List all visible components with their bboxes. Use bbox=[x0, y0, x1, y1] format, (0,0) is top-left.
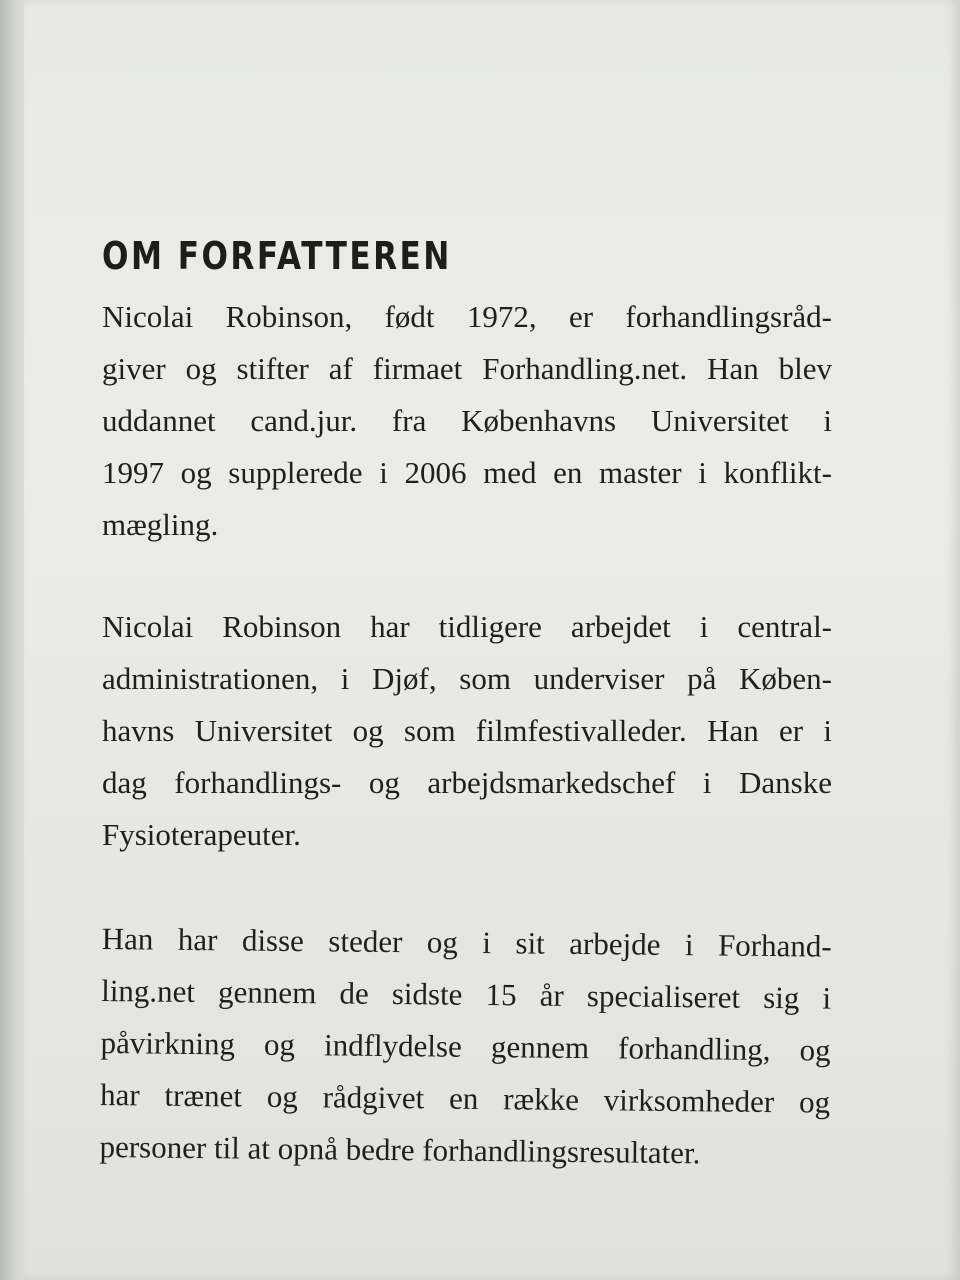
text-line: giver og stifter af firmaet Forhandling.net. Han blev bbox=[102, 351, 832, 386]
section-heading: OM FORFATTEREN bbox=[102, 234, 452, 278]
paragraph-biography bbox=[102, 291, 832, 551]
text-line: påvirkning og indflydelse gennem forhandling, og bbox=[100, 1024, 831, 1068]
text-line: har trænet og rådgivet en række virksomheder og bbox=[99, 1076, 831, 1120]
text-line: ling.net gennem de sidste 15 år specialiseret sig i bbox=[101, 972, 832, 1016]
text-line: 1997 og supplerede i 2006 med en master i konflikt- bbox=[102, 455, 832, 490]
text-line: Nicolai Robinson, født 1972, er forhandlingsråd- bbox=[102, 299, 832, 334]
paragraph-specialization bbox=[99, 913, 832, 1181]
text-line: uddannet cand.jur. fra Københavns Universitet i bbox=[102, 403, 832, 438]
text-line: Han har disse steder og i sit arbejde i Forhand- bbox=[101, 920, 832, 964]
text-line: Fysioterapeuter. bbox=[102, 817, 301, 852]
text-line: administrationen, i Djøf, som underviser på Køben- bbox=[102, 661, 832, 696]
text-line: mægling. bbox=[102, 507, 219, 542]
text-line: havns Universitet og som filmfestivalleder. Han er i bbox=[102, 713, 832, 748]
text-line: Nicolai Robinson har tidligere arbejdet i central- bbox=[102, 609, 832, 644]
text-line: dag forhandlings- og arbejdsmarkedschef i Danske bbox=[102, 765, 832, 800]
text-line: personer til at opnå bedre forhandlingsresultater. bbox=[99, 1128, 701, 1171]
paragraph-career bbox=[102, 601, 832, 861]
book-spine-edge bbox=[0, 0, 24, 1280]
